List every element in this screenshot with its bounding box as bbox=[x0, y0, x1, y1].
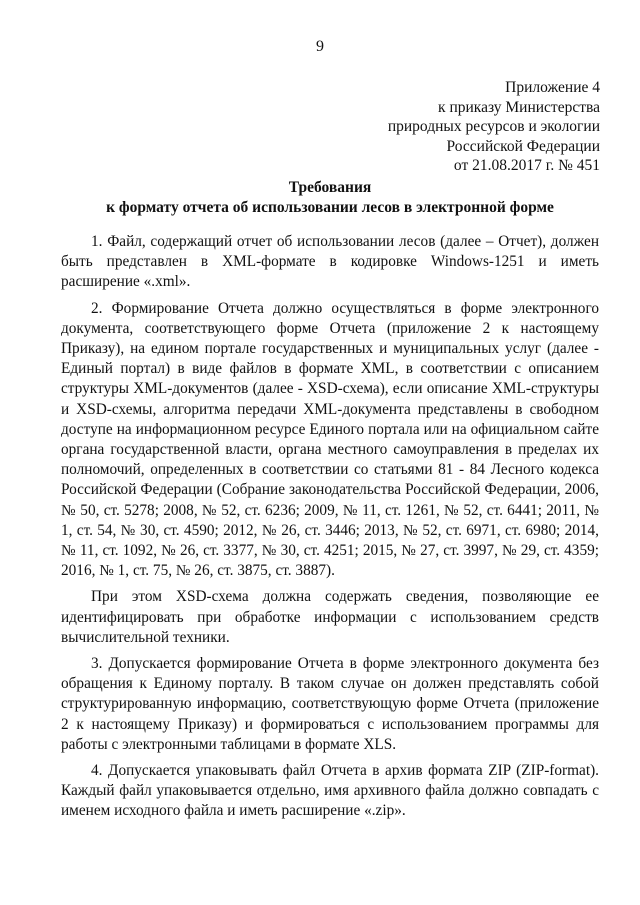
page-number: 9 bbox=[316, 38, 324, 55]
title-line: к формату отчета об использовании лесов в электронной форме bbox=[106, 199, 554, 216]
paragraph-1: 1. Файл, содержащий отчет об использовании лесов (далее – Отчет), должен быть представлен в XML-формате в кодировке Windows-1251 и иметь расширение «.xml». bbox=[61, 233, 599, 291]
appendix-line: к приказу Министерства bbox=[438, 98, 600, 116]
document-title bbox=[40, 178, 620, 218]
appendix-line: природных ресурсов и экологии bbox=[387, 118, 600, 135]
document-body bbox=[61, 232, 599, 828]
appendix-line: от 21.08.2017 г. № 451 bbox=[453, 157, 600, 174]
appendix-line: Российской Федерации bbox=[446, 137, 600, 155]
appendix-header bbox=[300, 78, 600, 176]
paragraph-2-note: При этом XSD-схема должна содержать сведения, позволяющие ее идентифицировать при обработке информации с использованием средств вычислительной техники. bbox=[61, 588, 599, 646]
paragraph-3: 3. Допускается формирование Отчета в форме электронного документа без обращения к Единому порталу. В таком случае он должен представлять собой структурированную информацию, соответствующую форме Отчета (приложение 2 к настоящему Приказу) и формироваться с использованием программы для работы с электронными таблицами в формате XLS. bbox=[61, 655, 599, 753]
appendix-line: Приложение 4 bbox=[505, 79, 600, 96]
title-line: Требования bbox=[288, 179, 372, 196]
paragraph-4: 4. Допускается упаковывать файл Отчета в архив формата ZIP (ZIP-format). Каждый файл упаковывается отдельно, имя архивного файла должно совпадать с именем исходного файла и иметь расширение «.zip». bbox=[61, 762, 599, 820]
paragraph-2: 2. Формирование Отчета должно осуществляться в форме электронного документа, соответствующего форме Отчета (приложение 2 к настоящему Приказу), на едином портале государственных и муниципальных услуг (далее - Единый портал) в виде файлов в формате XML, в соответствии с описанием структуры XML-документов (далее - XSD-схема), если описание XML-структуры и XSD-схемы, алгоритма передачи XML-документа представлены в свободном доступе на информационном ресурсе Единого портала или на официальном сайте органа государственной власти, органа местного самоуправления в пределах их полномочий, определенных в соответствии со статьями 81 - 84 Лесного кодекса Российской Федерации (Собрание законодательства Российской Федерации, 2006, № 50, ст. 5278; 2008, № 52, ст. 6236; 2009, № 11, ст. 1261, № 52, ст. 6441; 2011, № 1, ст. 54, № 30, ст. 4590; 2012, № 26, ст. 3446; 2013, № 52, ст. 6971, ст. 6980; 2014, № 11, ст. 1092, № 26, ст. 3377, № 30, ст. 4251; 2015, № 27, ст. 3997, № 29, ст. 4359; 2016, № 1, ст. 75, № 26, ст. 3875, ст. 3887). bbox=[61, 299, 599, 580]
